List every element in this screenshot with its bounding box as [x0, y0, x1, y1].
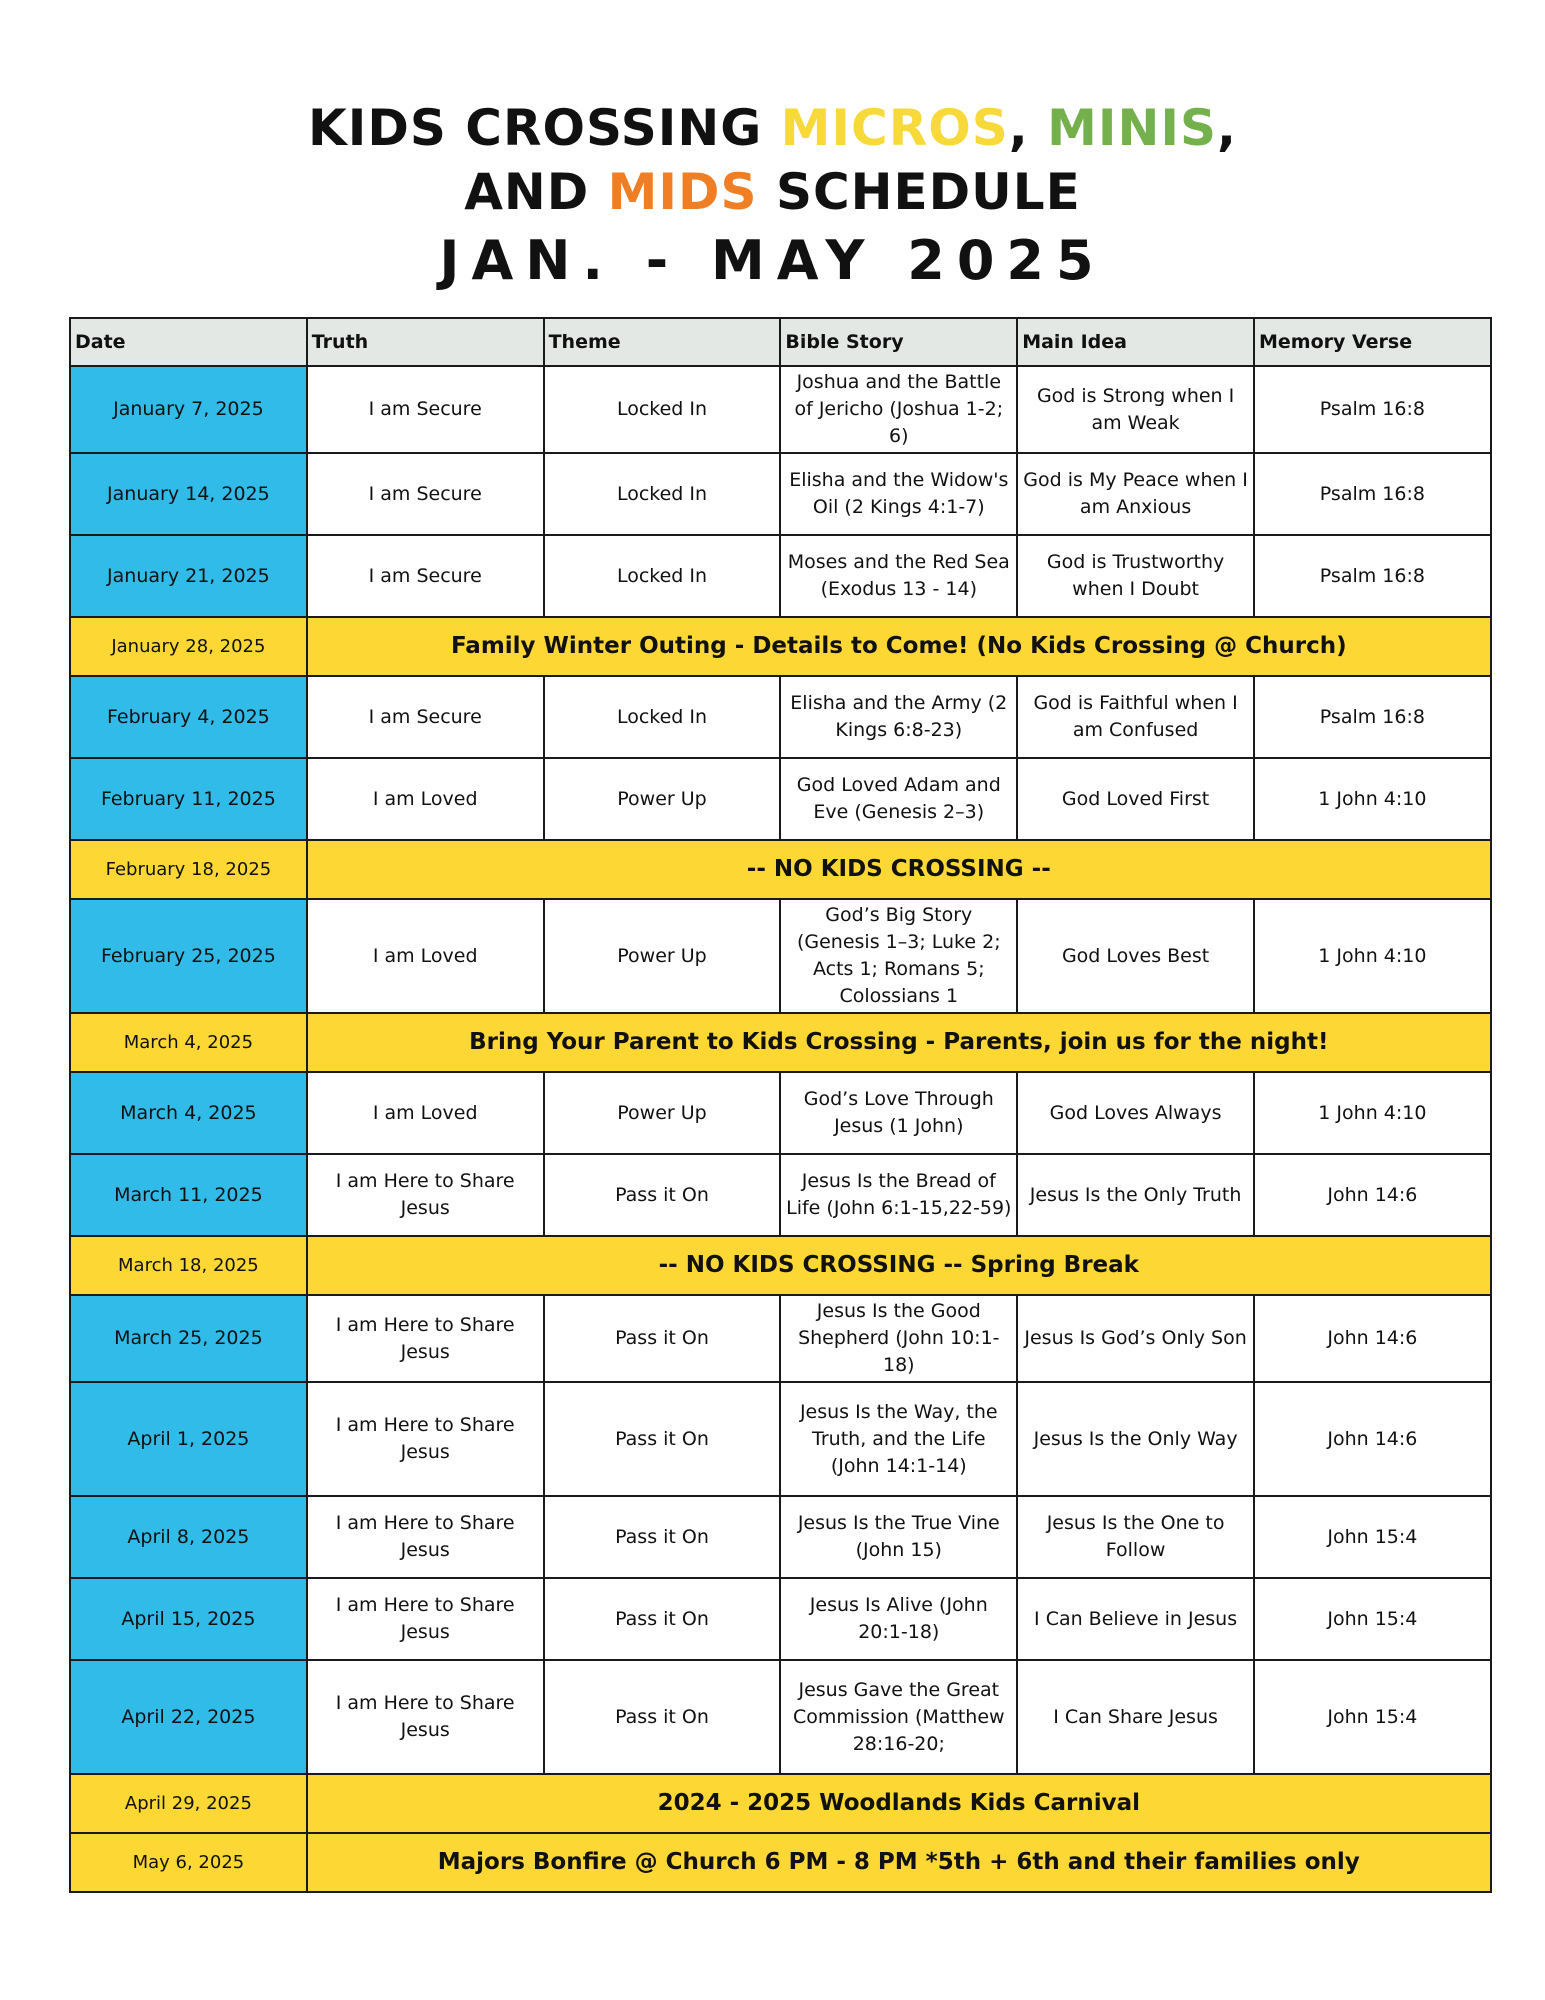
- table-row: [70, 366, 1491, 453]
- date-cell: April 22, 2025: [70, 1660, 307, 1774]
- title-micros: MICROS: [780, 99, 1009, 157]
- event-row: [70, 1236, 1491, 1295]
- main-idea-cell: I Can Share Jesus: [1017, 1660, 1254, 1774]
- main-idea-cell: God is Faithful when I am Confused: [1017, 676, 1254, 758]
- main-idea-cell: I Can Believe in Jesus: [1017, 1578, 1254, 1660]
- memory-verse-cell: Psalm 16:8: [1254, 676, 1491, 758]
- schedule-table: [69, 317, 1492, 1893]
- theme-cell: Pass it On: [544, 1496, 781, 1578]
- event-row: [70, 617, 1491, 676]
- main-idea-cell: God Loves Always: [1017, 1072, 1254, 1154]
- bible-story-cell: God’s Big Story (Genesis 1–3; Luke 2; Acts 1; Romans 5; Colossians 1: [780, 899, 1017, 1013]
- date-cell: February 4, 2025: [70, 676, 307, 758]
- table-row: [70, 1382, 1491, 1496]
- event-row: [70, 840, 1491, 899]
- table-row: [70, 676, 1491, 758]
- bible-story-cell: Elisha and the Widow's Oil (2 Kings 4:1-7): [780, 453, 1017, 535]
- date-cell: March 4, 2025: [70, 1013, 307, 1072]
- bible-story-cell: God Loved Adam and Eve (Genesis 2–3): [780, 758, 1017, 840]
- title-line-2: [0, 160, 1545, 224]
- table-row: [70, 1154, 1491, 1236]
- title-block: [0, 96, 1545, 294]
- memory-verse-cell: John 14:6: [1254, 1382, 1491, 1496]
- memory-verse-cell: John 14:6: [1254, 1154, 1491, 1236]
- truth-cell: I am Here to Share Jesus: [307, 1154, 544, 1236]
- event-cell: -- NO KIDS CROSSING --: [307, 840, 1491, 899]
- title-sep-1: ,: [1008, 99, 1048, 157]
- bible-story-cell: Jesus Is the Good Shepherd (John 10:1-18): [780, 1295, 1017, 1382]
- event-cell: 2024 - 2025 Woodlands Kids Carnival: [307, 1774, 1491, 1833]
- memory-verse-cell: John 15:4: [1254, 1660, 1491, 1774]
- main-idea-cell: God is My Peace when I am Anxious: [1017, 453, 1254, 535]
- main-idea-cell: Jesus Is God’s Only Son: [1017, 1295, 1254, 1382]
- date-cell: March 25, 2025: [70, 1295, 307, 1382]
- memory-verse-cell: John 15:4: [1254, 1496, 1491, 1578]
- table-row: [70, 1578, 1491, 1660]
- date-range-subtitle: JAN. - MAY 2025: [439, 229, 1106, 292]
- date-cell: April 8, 2025: [70, 1496, 307, 1578]
- table-row: [70, 758, 1491, 840]
- event-row: [70, 1774, 1491, 1833]
- bible-story-cell: Moses and the Red Sea (Exodus 13 - 14): [780, 535, 1017, 617]
- truth-cell: I am Loved: [307, 899, 544, 1013]
- main-idea-cell: God is Strong when I am Weak: [1017, 366, 1254, 453]
- event-row: [70, 1013, 1491, 1072]
- date-cell: January 21, 2025: [70, 535, 307, 617]
- date-cell: January 28, 2025: [70, 617, 307, 676]
- title-sep-2: ,: [1216, 99, 1237, 157]
- date-cell: February 25, 2025: [70, 899, 307, 1013]
- date-cell: February 18, 2025: [70, 840, 307, 899]
- date-cell: March 11, 2025: [70, 1154, 307, 1236]
- theme-cell: Pass it On: [544, 1382, 781, 1496]
- theme-cell: Pass it On: [544, 1154, 781, 1236]
- event-row: [70, 1833, 1491, 1892]
- main-idea-cell: Jesus Is the Only Way: [1017, 1382, 1254, 1496]
- title-prefix: KIDS CROSSING: [308, 99, 781, 157]
- title-line-1: [0, 96, 1545, 160]
- theme-cell: Power Up: [544, 758, 781, 840]
- theme-cell: Power Up: [544, 1072, 781, 1154]
- date-cell: March 4, 2025: [70, 1072, 307, 1154]
- header-memory-verse: Memory Verse: [1254, 318, 1491, 366]
- title-and: AND: [464, 163, 608, 221]
- table-row: [70, 1072, 1491, 1154]
- table-row: [70, 453, 1491, 535]
- date-cell: April 1, 2025: [70, 1382, 307, 1496]
- date-cell: February 11, 2025: [70, 758, 307, 840]
- table-row: [70, 1660, 1491, 1774]
- theme-cell: Locked In: [544, 535, 781, 617]
- bible-story-cell: Elisha and the Army (2 Kings 6:8-23): [780, 676, 1017, 758]
- truth-cell: I am Secure: [307, 366, 544, 453]
- bible-story-cell: Jesus Is the True Vine (John 15): [780, 1496, 1017, 1578]
- event-cell: Bring Your Parent to Kids Crossing - Parents, join us for the night!: [307, 1013, 1491, 1072]
- header-theme: Theme: [544, 318, 781, 366]
- bible-story-cell: Joshua and the Battle of Jericho (Joshua 1-2; 6): [780, 366, 1017, 453]
- title-mids: MIDS: [607, 163, 758, 221]
- truth-cell: I am Here to Share Jesus: [307, 1382, 544, 1496]
- table-row: [70, 899, 1491, 1013]
- table-row: [70, 1496, 1491, 1578]
- memory-verse-cell: Psalm 16:8: [1254, 535, 1491, 617]
- truth-cell: I am Here to Share Jesus: [307, 1496, 544, 1578]
- truth-cell: I am Here to Share Jesus: [307, 1660, 544, 1774]
- memory-verse-cell: 1 John 4:10: [1254, 758, 1491, 840]
- event-cell: -- NO KIDS CROSSING -- Spring Break: [307, 1236, 1491, 1295]
- table-row: [70, 535, 1491, 617]
- truth-cell: I am Here to Share Jesus: [307, 1578, 544, 1660]
- bible-story-cell: God’s Love Through Jesus (1 John): [780, 1072, 1017, 1154]
- date-cell: March 18, 2025: [70, 1236, 307, 1295]
- truth-cell: I am Secure: [307, 676, 544, 758]
- theme-cell: Power Up: [544, 899, 781, 1013]
- theme-cell: Locked In: [544, 366, 781, 453]
- event-cell: Family Winter Outing - Details to Come! (No Kids Crossing @ Church): [307, 617, 1491, 676]
- header-truth: Truth: [307, 318, 544, 366]
- memory-verse-cell: 1 John 4:10: [1254, 899, 1491, 1013]
- memory-verse-cell: John 14:6: [1254, 1295, 1491, 1382]
- theme-cell: Pass it On: [544, 1295, 781, 1382]
- truth-cell: I am Secure: [307, 453, 544, 535]
- date-cell: April 15, 2025: [70, 1578, 307, 1660]
- truth-cell: I am Loved: [307, 758, 544, 840]
- truth-cell: I am Here to Share Jesus: [307, 1295, 544, 1382]
- date-cell: April 29, 2025: [70, 1774, 307, 1833]
- theme-cell: Pass it On: [544, 1578, 781, 1660]
- date-cell: January 7, 2025: [70, 366, 307, 453]
- table-row: [70, 1295, 1491, 1382]
- theme-cell: Locked In: [544, 676, 781, 758]
- main-idea-cell: Jesus Is the One to Follow: [1017, 1496, 1254, 1578]
- bible-story-cell: Jesus Gave the Great Commission (Matthew 28:16-20;: [780, 1660, 1017, 1774]
- main-idea-cell: God Loves Best: [1017, 899, 1254, 1013]
- bible-story-cell: Jesus Is the Way, the Truth, and the Life (John 14:1-14): [780, 1382, 1017, 1496]
- main-idea-cell: God is Trustworthy when I Doubt: [1017, 535, 1254, 617]
- main-idea-cell: God Loved First: [1017, 758, 1254, 840]
- event-cell: Majors Bonfire @ Church 6 PM - 8 PM *5th + 6th and their families only: [307, 1833, 1491, 1892]
- truth-cell: I am Secure: [307, 535, 544, 617]
- date-cell: January 14, 2025: [70, 453, 307, 535]
- title-minis: MINIS: [1047, 99, 1217, 157]
- bible-story-cell: Jesus Is Alive (John 20:1-18): [780, 1578, 1017, 1660]
- title-schedule: SCHEDULE: [757, 163, 1081, 221]
- date-cell: May 6, 2025: [70, 1833, 307, 1892]
- header-date: Date: [70, 318, 307, 366]
- memory-verse-cell: Psalm 16:8: [1254, 366, 1491, 453]
- theme-cell: Locked In: [544, 453, 781, 535]
- truth-cell: I am Loved: [307, 1072, 544, 1154]
- table-header-row: [70, 318, 1491, 366]
- main-idea-cell: Jesus Is the Only Truth: [1017, 1154, 1254, 1236]
- header-bible-story: Bible Story: [780, 318, 1017, 366]
- memory-verse-cell: 1 John 4:10: [1254, 1072, 1491, 1154]
- theme-cell: Pass it On: [544, 1660, 781, 1774]
- bible-story-cell: Jesus Is the Bread of Life (John 6:1-15,22-59): [780, 1154, 1017, 1236]
- memory-verse-cell: Psalm 16:8: [1254, 453, 1491, 535]
- memory-verse-cell: John 15:4: [1254, 1578, 1491, 1660]
- header-main-idea: Main Idea: [1017, 318, 1254, 366]
